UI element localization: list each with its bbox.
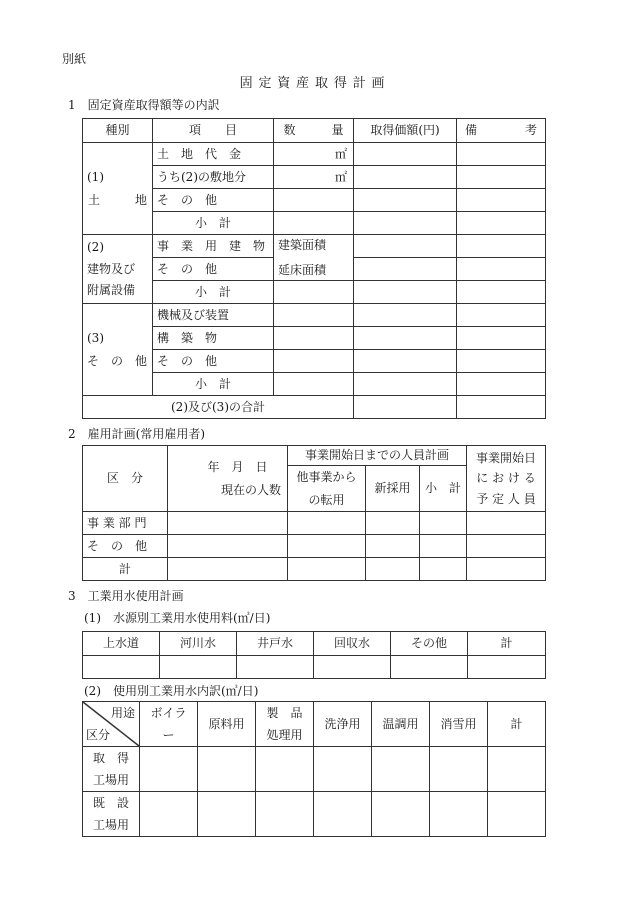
row-building-other: そ の 他	[153, 258, 274, 281]
floor-area-label: 延床面積	[278, 262, 327, 277]
header-boiler-line1: ボイラ	[150, 706, 187, 721]
header-current-label: 現在の人数	[220, 482, 281, 497]
cell	[468, 656, 546, 679]
cell	[274, 327, 354, 350]
cell	[354, 212, 457, 235]
group-building	[83, 235, 153, 304]
cell	[488, 792, 546, 837]
cell	[457, 258, 546, 281]
header-current-date: 年 月 日	[207, 460, 268, 475]
cell	[274, 212, 354, 235]
row-building-subtotal: 小 計	[153, 281, 274, 304]
row-existing-plant	[83, 792, 140, 837]
cell	[288, 558, 366, 581]
group-building-number: (2)	[87, 240, 104, 255]
header-washing: 洗浄用	[314, 702, 372, 747]
cell	[457, 212, 546, 235]
row-land-subtotal: 小 計	[153, 212, 274, 235]
header-usage-total: 計	[488, 702, 546, 747]
row-other-subtotal: 小 計	[153, 373, 274, 396]
cell	[256, 747, 314, 792]
cell	[457, 143, 546, 166]
cell	[274, 281, 354, 304]
cell	[198, 792, 256, 837]
row-existing-line2: 工場用	[92, 817, 129, 832]
cell	[274, 189, 354, 212]
header-quantity: 数 量	[274, 119, 354, 143]
attachment-label: 別紙	[62, 52, 87, 66]
section3-heading: 3 工業用水使用計画	[68, 589, 184, 603]
header-division: 区 分	[83, 446, 168, 512]
header-item: 項 目	[153, 119, 274, 143]
cell	[372, 747, 430, 792]
cell	[420, 512, 467, 535]
cell	[467, 558, 546, 581]
header-product	[256, 702, 314, 747]
header-transfer-line1: 他事業から	[296, 470, 357, 485]
cell	[354, 166, 457, 189]
cell	[314, 792, 372, 837]
row-division-total: 計	[83, 558, 168, 581]
cell	[160, 656, 237, 679]
cell	[457, 396, 546, 419]
row-acquired-plant	[83, 747, 140, 792]
cell	[430, 792, 488, 837]
header-price: 取得価額(円)	[354, 119, 457, 143]
section1-heading: 1 固定資産取得額等の内訳	[68, 98, 220, 112]
cell	[488, 747, 546, 792]
header-snow-melting: 消雪用	[430, 702, 488, 747]
group-other-number: (3)	[87, 331, 104, 346]
header-transfer	[288, 466, 366, 512]
row-other-other: そ の 他	[153, 350, 274, 373]
row-machinery: 機械及び装置	[153, 304, 274, 327]
header-remarks: 備 考	[457, 119, 546, 143]
cell	[354, 396, 457, 419]
group-building-label2: 附属設備	[87, 283, 136, 298]
row-acquired-line1: 取 得	[92, 751, 129, 766]
cell	[354, 327, 457, 350]
header-well-water: 井戸水	[237, 632, 314, 656]
cell	[314, 747, 372, 792]
cell	[420, 558, 467, 581]
header-plan-group: 事業開始日までの人員計画	[288, 446, 467, 466]
cell	[354, 235, 457, 258]
header-temperature: 温調用	[372, 702, 430, 747]
cell	[420, 535, 467, 558]
unit-land-cost: ㎡	[274, 143, 354, 166]
cell	[140, 747, 198, 792]
cell	[457, 281, 546, 304]
building-area-cell	[274, 235, 354, 281]
cell	[366, 558, 420, 581]
cell	[354, 281, 457, 304]
cell	[354, 373, 457, 396]
cell	[314, 656, 391, 679]
header-start-count	[467, 446, 546, 512]
water-source-table	[82, 631, 546, 679]
cell	[198, 747, 256, 792]
cell	[354, 350, 457, 373]
cell	[274, 304, 354, 327]
row-land-cost: 土 地 代 金	[153, 143, 274, 166]
diag-top-label: 用途	[110, 706, 135, 720]
cell	[457, 373, 546, 396]
asset-breakdown-table	[82, 118, 546, 419]
unit-land-site: ㎡	[274, 166, 354, 189]
diagonal-header	[83, 702, 140, 747]
employment-plan-table	[82, 445, 546, 581]
cell	[274, 350, 354, 373]
header-start-line2: に お け る	[476, 471, 536, 486]
section3-sub2-heading: (2) 使用別工業用水内訳(㎥/日)	[84, 684, 259, 698]
cell	[457, 350, 546, 373]
header-boiler	[140, 702, 198, 747]
cell	[354, 258, 457, 281]
header-product-line2: 処理用	[266, 727, 303, 742]
header-start-line3: 予 定 人 員	[476, 491, 536, 506]
cell	[372, 792, 430, 837]
row-existing-line1: 既 設	[92, 796, 129, 811]
cell	[430, 747, 488, 792]
row-total-2-3: (2)及び(3)の合計	[83, 396, 354, 419]
cell	[83, 656, 160, 679]
cell	[168, 558, 288, 581]
cell	[457, 166, 546, 189]
section3-sub1-heading: (1) 水源別工業用水使用料(㎥/日)	[84, 611, 271, 625]
group-building-label1: 建物及び	[87, 261, 136, 276]
group-other	[83, 304, 153, 396]
row-division-other: そ の 他	[83, 535, 168, 558]
row-business-building: 事 業 用 建 物	[153, 235, 274, 258]
cell	[457, 235, 546, 258]
group-land	[83, 143, 153, 235]
building-area-label: 建築面積	[278, 238, 327, 253]
row-land-other: そ の 他	[153, 189, 274, 212]
group-other-label: そ の 他	[87, 353, 148, 368]
cell	[354, 304, 457, 327]
row-structures: 構 築 物	[153, 327, 274, 350]
page-title: 固定資産取得計画	[239, 76, 391, 91]
header-water-other: その他	[391, 632, 468, 656]
cell	[467, 512, 546, 535]
cell	[140, 792, 198, 837]
header-water-total: 計	[468, 632, 546, 656]
header-subtotal: 小 計	[420, 466, 467, 512]
water-usage-table	[82, 701, 546, 837]
cell	[354, 189, 457, 212]
cell	[274, 373, 354, 396]
header-raw-material: 原料用	[198, 702, 256, 747]
header-tap-water: 上水道	[83, 632, 160, 656]
cell	[457, 189, 546, 212]
header-current-count	[168, 446, 288, 512]
cell	[237, 656, 314, 679]
row-acquired-line2: 工場用	[92, 772, 129, 787]
cell	[288, 535, 366, 558]
cell	[391, 656, 468, 679]
group-land-number: (1)	[87, 170, 104, 185]
cell	[354, 143, 457, 166]
cell	[467, 535, 546, 558]
diag-bottom-label: 区分	[86, 727, 111, 742]
section2-heading: 2 雇用計画(常用雇用者)	[68, 427, 205, 441]
row-land-site: うち(2)の敷地分	[153, 166, 274, 189]
header-river-water: 河川水	[160, 632, 237, 656]
cell	[256, 792, 314, 837]
group-land-label: 土 地	[88, 192, 147, 207]
header-product-line1: 製 品	[266, 706, 303, 721]
header-recycled-water: 回収水	[314, 632, 391, 656]
cell	[288, 512, 366, 535]
header-kind: 種別	[83, 119, 153, 143]
header-boiler-line2: ー	[162, 727, 175, 742]
cell	[168, 512, 288, 535]
cell	[168, 535, 288, 558]
header-new-hire: 新採用	[366, 466, 420, 512]
cell	[457, 304, 546, 327]
cell	[457, 327, 546, 350]
header-start-line1: 事業開始日	[476, 450, 537, 465]
header-transfer-line2: の転用	[308, 492, 345, 507]
cell	[366, 535, 420, 558]
row-business-division: 事 業 部 門	[83, 512, 168, 535]
cell	[366, 512, 420, 535]
